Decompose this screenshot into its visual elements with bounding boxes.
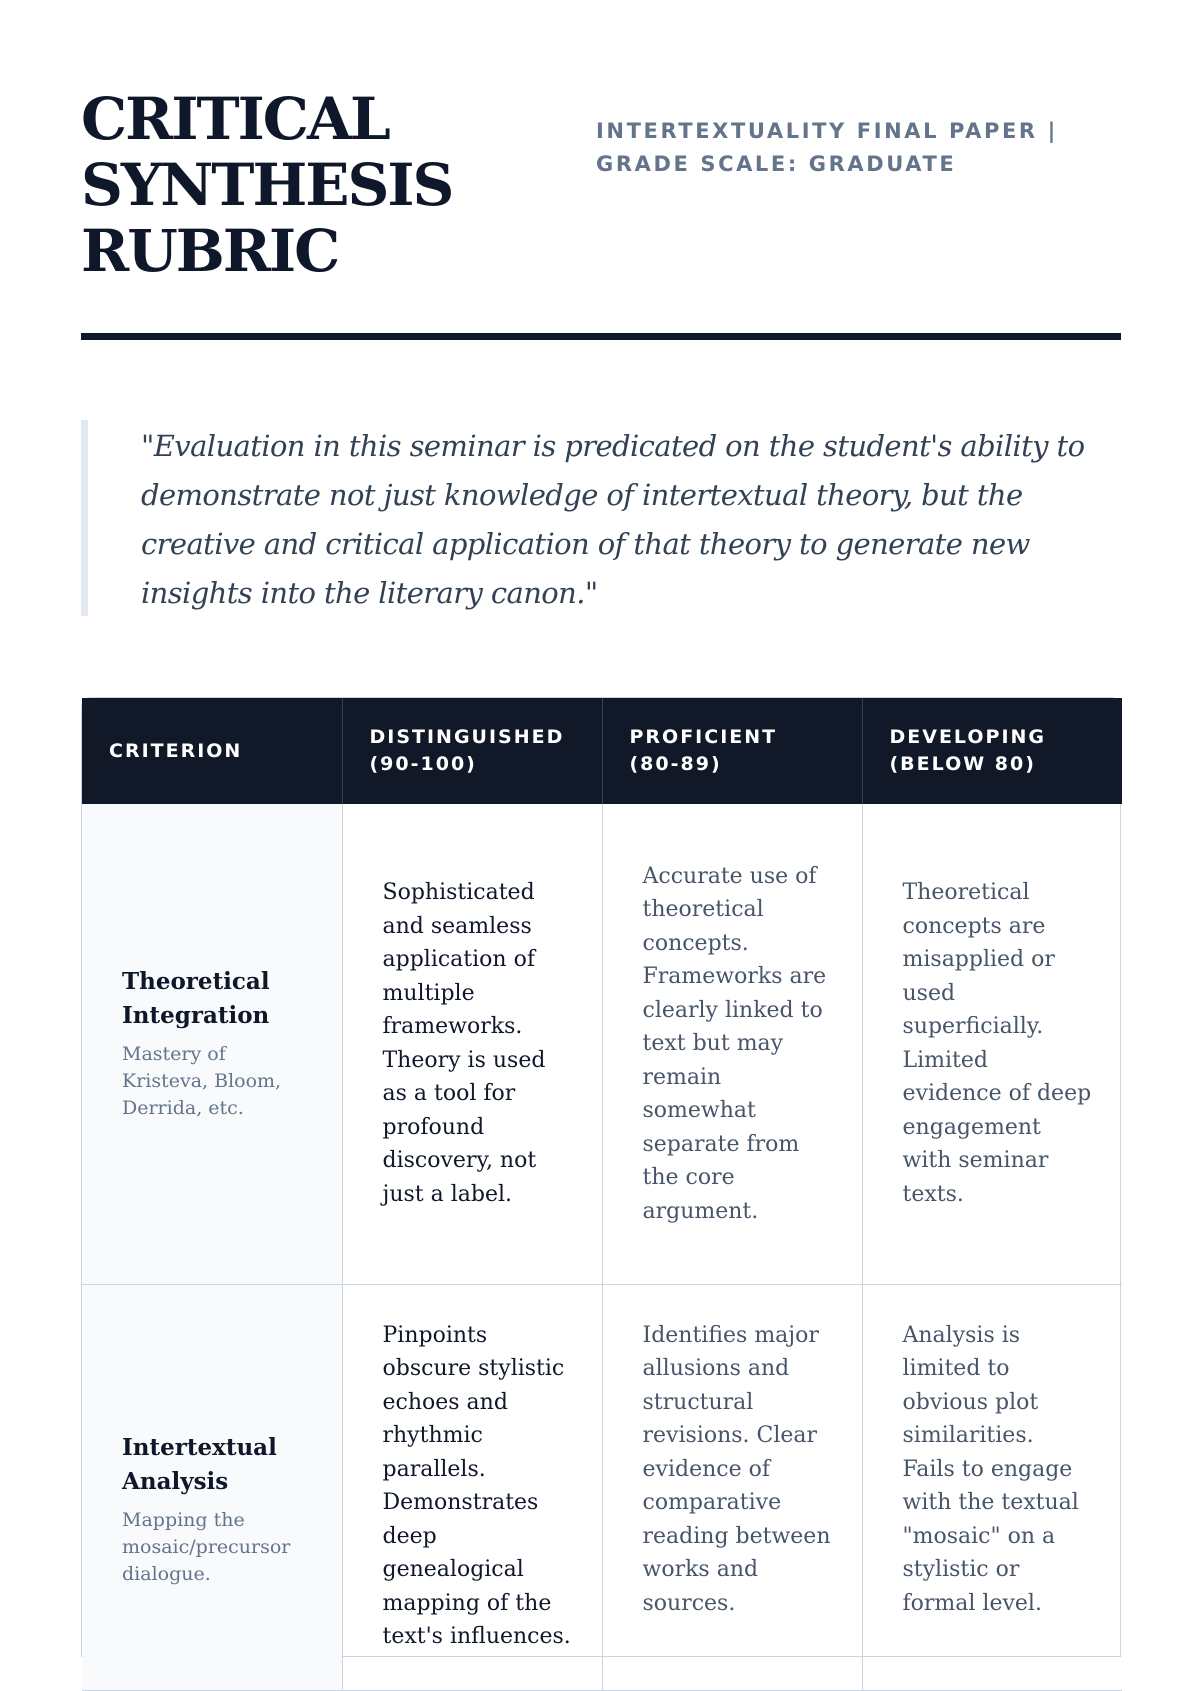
developing-cell: Theoretical concepts are misapplied or used superficially. Limited evidence of deep engagement with seminar texts. xyxy=(862,804,1122,1284)
header-label: DEVELOPING xyxy=(889,726,1047,748)
table-header-row xyxy=(82,698,1122,804)
course-meta xyxy=(596,115,1116,181)
rubric-table xyxy=(82,698,1122,1691)
distinguished-cell: Sophisticated and seamless application of multiple frameworks. Theory is used as a tool for profound discovery, not just a label. xyxy=(342,804,602,1284)
header-range: (BELOW 80) xyxy=(889,753,1036,775)
meta-line: INTERTEXTUALITY FINAL PAPER | xyxy=(596,119,1058,143)
criterion-description: Mastery of Kristeva, Bloom, Derrida, etc. xyxy=(122,1043,282,1120)
rubric-page xyxy=(81,0,1121,1649)
criterion-description: Mapping the mosaic/precursor dialogue. xyxy=(122,1508,291,1585)
table-row xyxy=(82,1284,1122,1690)
evaluation-quote: "Evaluation in this seminar is predicated on the student's ability to demonstrate not just knowledge of intertextual theory, but the creative and critical application of that theory to generate new insights into the literary canon." xyxy=(81,420,1121,616)
criterion-cell xyxy=(82,804,342,1284)
header-label: PROFICIENT xyxy=(629,726,778,748)
criterion-cell xyxy=(82,1284,342,1690)
title-line: SYNTHESIS xyxy=(81,151,453,219)
header-label: DISTINGUISHED xyxy=(369,726,565,748)
header-proficient xyxy=(602,698,862,804)
header-range: (80-89) xyxy=(629,753,722,775)
header-developing xyxy=(862,698,1122,804)
criterion-name: Intertextual Analysis xyxy=(122,1433,277,1495)
table-row xyxy=(82,804,1122,1284)
rubric-table-container xyxy=(81,697,1121,1657)
developing-cell: Analysis is limited to obvious plot similarities. Fails to engage with the textual "mosaic" on a stylistic or formal level. xyxy=(862,1284,1122,1690)
meta-line: GRADE SCALE: GRADUATE xyxy=(596,152,957,176)
distinguished-cell: Pinpoints obscure stylistic echoes and rhythmic parallels. Demonstrates deep genealogical mapping of the text's influences. xyxy=(342,1284,602,1690)
criterion-name: Theoretical Integration xyxy=(122,968,270,1030)
header-range: (90-100) xyxy=(369,753,477,775)
header-criterion xyxy=(82,698,342,804)
page-header xyxy=(81,86,1121,286)
title-line: RUBRIC xyxy=(81,217,339,285)
proficient-cell: Accurate use of theoretical concepts. Frameworks are clearly linked to text but may remain somewhat separate from the core argument. xyxy=(602,804,862,1284)
header-label: CRITERION xyxy=(109,739,243,762)
page-title xyxy=(81,86,541,284)
proficient-cell: Identifies major allusions and structural revisions. Clear evidence of comparative reading between works and sources. xyxy=(602,1284,862,1690)
header-distinguished xyxy=(342,698,602,804)
header-divider xyxy=(81,333,1121,340)
title-line: CRITICAL xyxy=(81,85,389,153)
